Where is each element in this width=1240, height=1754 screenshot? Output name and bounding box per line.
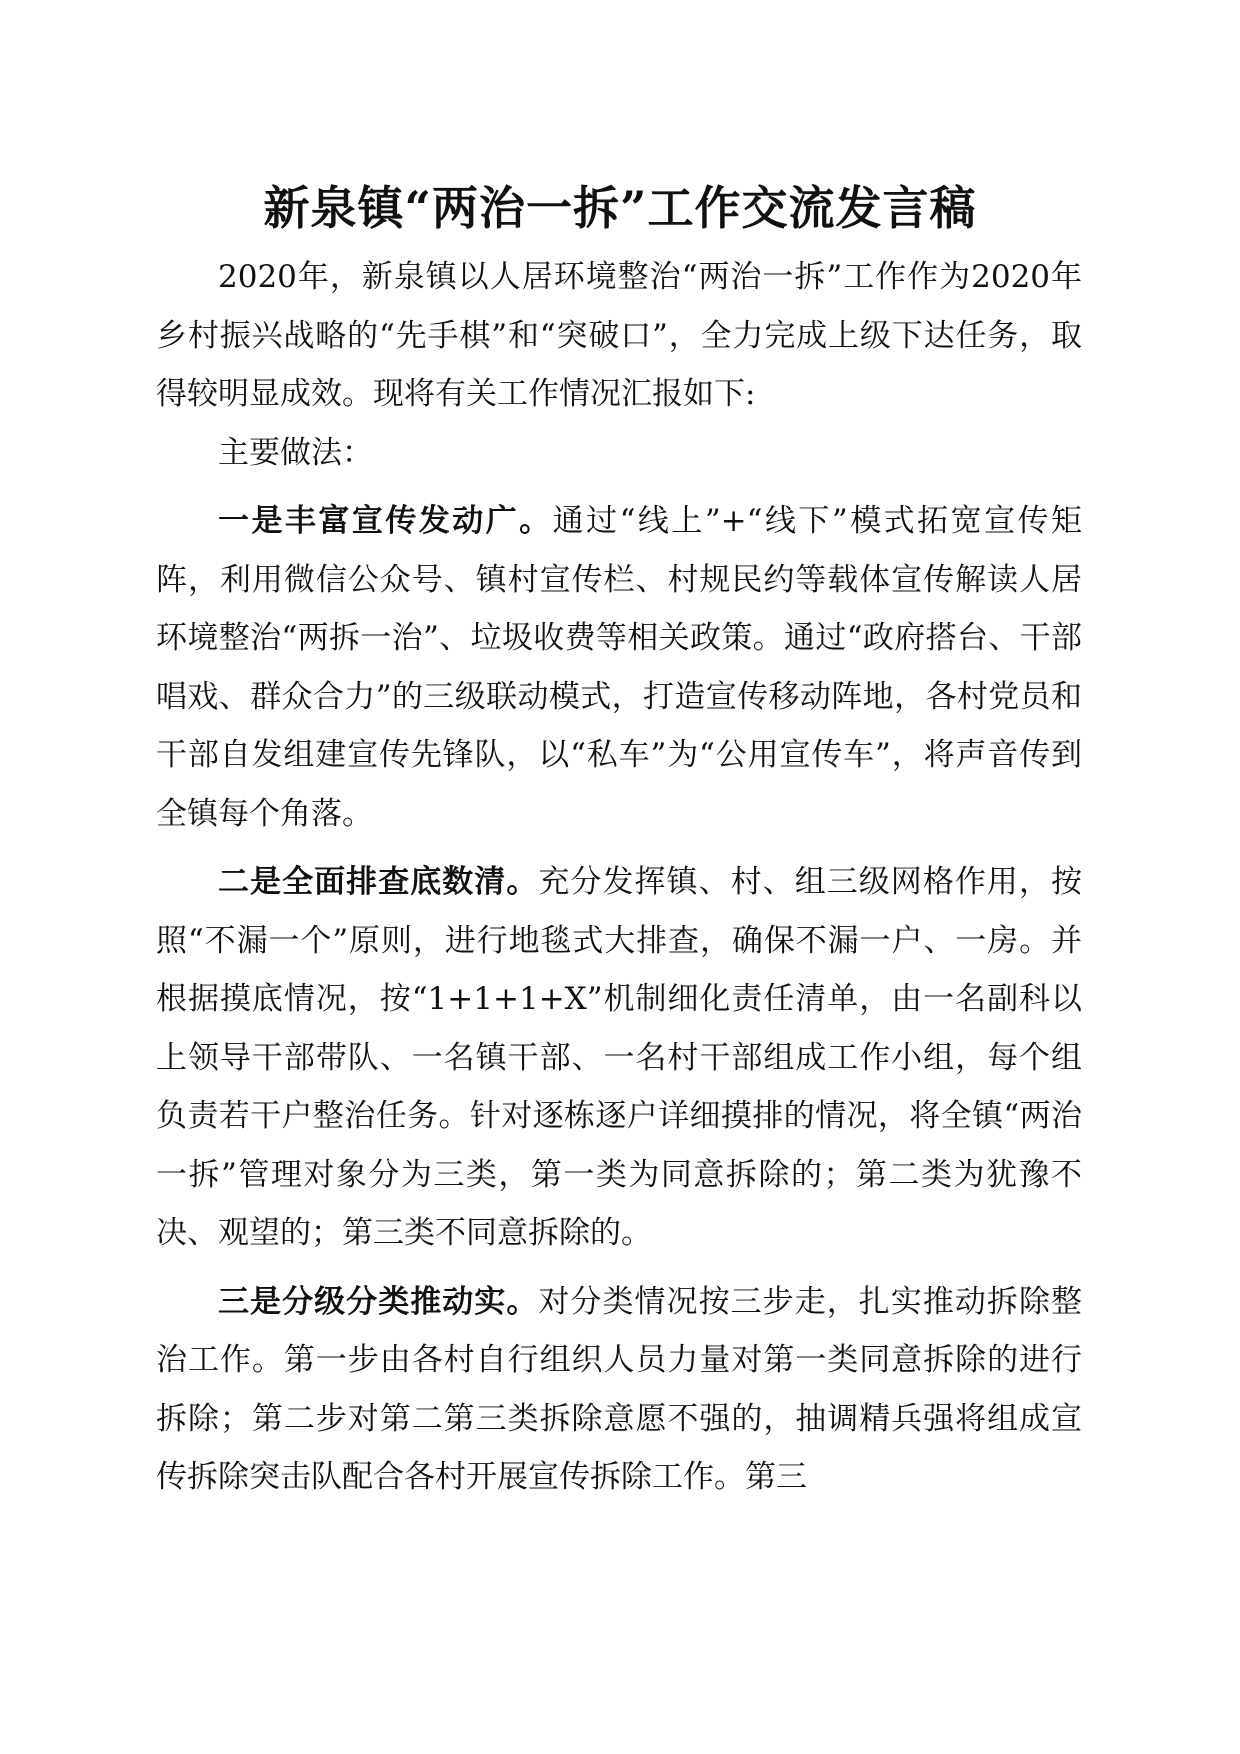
item-paragraph-3 bbox=[156, 1273, 1082, 1507]
item-lead-2: 二是全面排查底数清。 bbox=[218, 864, 539, 900]
item-text-3: 对分类情况按三步走，扎实推动拆除整治工作。第一步由各村自行组织人员力量对第一类同意拆除的进行拆除；第二步对第二第三类拆除意愿不强的，抽调精兵强将组成宣传拆除突击队配合各村开展宣传拆除工作。第三 bbox=[156, 1283, 1083, 1495]
document-title: 新泉镇“两治一拆”工作交流发言稿 bbox=[263, 181, 977, 235]
section-heading: 主要做法： bbox=[218, 434, 373, 471]
document-body bbox=[156, 248, 1082, 1507]
item-lead-1: 一是丰富宣传发动广。 bbox=[218, 503, 553, 539]
intro-paragraph: 2020年，新泉镇以人居环境整治“两治一拆”工作作为2020年乡村振兴战略的“先手棋”和“突破口”，全力完成上级下达任务，取得较明显成效。现将有关工作情况汇报如下: bbox=[156, 259, 1082, 412]
item-paragraph-2 bbox=[156, 853, 1082, 1263]
item-text-2: 充分发挥镇、村、组三级网格作用，按照“不漏一个”原则，进行地毯式大排查，确保不漏一户、一房。并根据摸底情况，按“1+1+1+X”机制细化责任清单，由一名副科以上领导干部带队、一名镇干部、一名村干部组成工作小组，每个组负责若干户整治任务。针对逐栋逐户详细摸排的情况，将全镇“两治一拆”管理对象分为三类，第一类为同意拆除的；第二类为犹豫不决、观望的；第三类不同意拆除的。 bbox=[156, 864, 1083, 1251]
item-text-1: 通过“线上”+“线下”模式拓宽宣传矩阵，利用微信公众号、镇村宣传栏、村规民约等载体宣传解读人居环境整治“两拆一治”、垃圾收费等相关政策。通过“政府搭台、干部唱戏、群众合力”的三级联动模式，打造宣传移动阵地，各村党员和干部自发组建宣传先锋队，以“私车”为“公用宣传车”，将声音传到全镇每个角落。 bbox=[156, 503, 1082, 832]
item-lead-3: 三是分级分类推动实。 bbox=[218, 1283, 539, 1320]
item-paragraph-1 bbox=[156, 492, 1082, 843]
